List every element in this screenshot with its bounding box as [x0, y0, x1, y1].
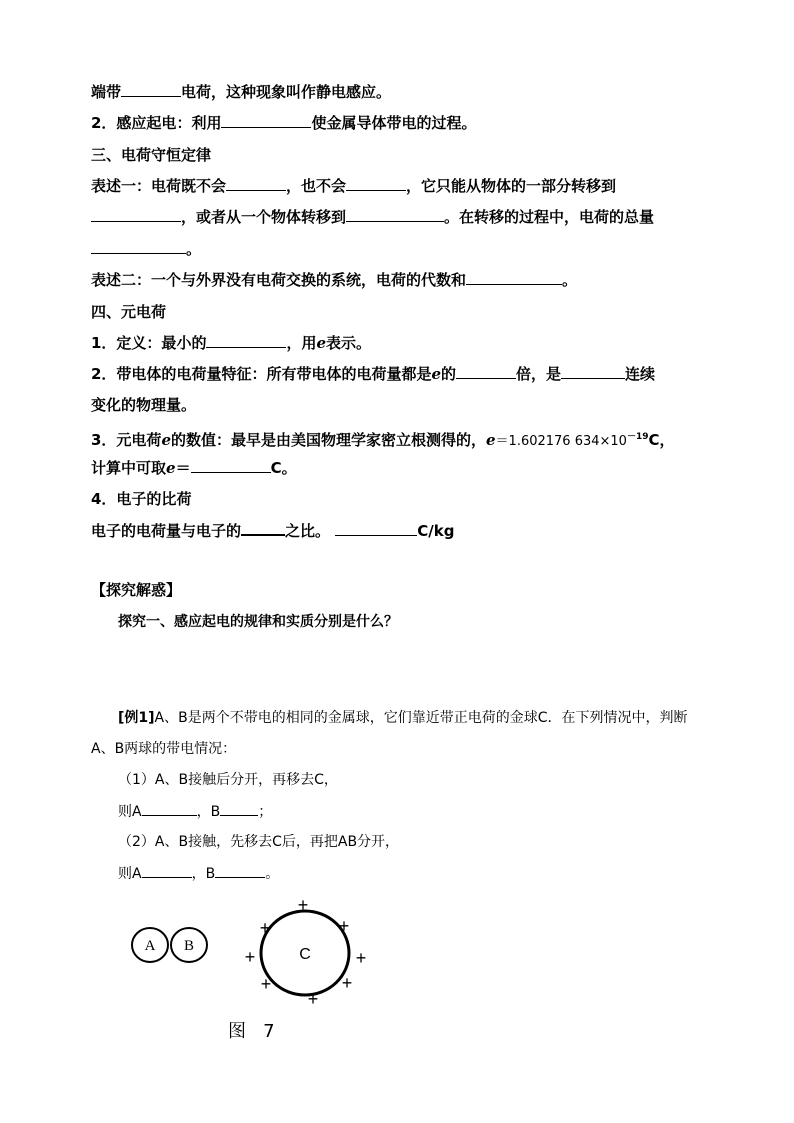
- fill-blank[interactable]: [346, 176, 406, 191]
- fill-blank[interactable]: [215, 863, 265, 878]
- text-line: ，或者从一个物体转移到 。在转移的过程中，电荷的总量: [91, 207, 654, 227]
- fill-blank[interactable]: [191, 458, 271, 473]
- ball-a-label: A: [144, 938, 156, 954]
- fill-blank[interactable]: [221, 113, 311, 128]
- text-line: 2．感应起电：利用 使金属导体带电的过程。: [91, 114, 477, 132]
- plus-sign: +: [307, 989, 319, 1009]
- example-line: （1）A、B接触后分开，再移去C，: [118, 772, 338, 788]
- example-line: [例1]A、B是两个不带电的相同的金属球，它们靠近带正电荷的金球C．在下列情况中，判断: [118, 710, 688, 726]
- fill-blank[interactable]: [206, 333, 286, 348]
- text-line: 1．定义：最小的 ，用e表示。: [91, 334, 372, 352]
- fill-blank[interactable]: [346, 207, 444, 222]
- fill-blank[interactable]: [220, 801, 258, 816]
- fill-blank[interactable]: [91, 239, 186, 254]
- text-line: 2．带电体的电荷量特征：所有带电体的电荷量都是e的 倍，是 连续: [91, 365, 656, 383]
- fill-blank[interactable]: [91, 207, 181, 222]
- example-line: 则A ，B 。: [118, 863, 279, 884]
- fill-blank[interactable]: [335, 521, 417, 536]
- plus-sign: +: [297, 895, 309, 915]
- figure-caption: 图 7: [228, 1021, 275, 1042]
- fill-blank[interactable]: [142, 801, 197, 816]
- fill-blank[interactable]: [241, 520, 285, 536]
- text-line: 4．电子的比荷: [91, 490, 192, 508]
- fill-blank[interactable]: [121, 82, 181, 97]
- fill-blank[interactable]: [226, 176, 286, 191]
- example-line: 则A ，B ；: [118, 801, 272, 822]
- example-line: A、B两球的带电情况：: [91, 741, 237, 757]
- text-line: 表述一：电荷既不会 ，也不会 ，它只能从物体的一部分转移到: [91, 177, 617, 195]
- section-heading: 【探究解惑】: [91, 581, 182, 599]
- text-line: 。: [91, 239, 201, 259]
- plus-sign: +: [338, 916, 350, 936]
- plus-sign: +: [244, 947, 256, 967]
- text-line: 表述二：一个与外界没有电荷交换的系统，电荷的代数和 。: [91, 271, 578, 289]
- text-line: 电子的电荷量与电子的 之比。 C/kg: [91, 522, 455, 540]
- text-line: 端带 电荷，这种现象叫作静电感应。: [91, 83, 392, 101]
- plus-sign: +: [341, 973, 353, 993]
- text-line: 3．元电荷e的数值：最早是由美国物理学家密立根测得的，e＝1.602176 $634\times 10^{-19}C$，: [91, 431, 675, 449]
- plus-sign: +: [260, 974, 272, 994]
- section-heading: 四、元电荷: [91, 303, 167, 321]
- fill-blank[interactable]: [466, 270, 562, 285]
- ball-b-label: B: [183, 938, 195, 954]
- section-heading: 三、电荷守恒定律: [91, 146, 212, 164]
- question-heading: 探究一、感应起电的规律和实质分别是什么？: [118, 614, 398, 630]
- ball-c-label: C: [299, 946, 311, 963]
- text-line: 变化的物理量。: [91, 396, 197, 414]
- text-line: 计算中可取e＝ C。: [91, 459, 297, 477]
- example-line: （2）A、B接触，先移去C后，再把AB分开，: [118, 834, 400, 850]
- fill-blank[interactable]: [142, 863, 192, 878]
- fill-blank[interactable]: [456, 364, 516, 379]
- plus-sign: +: [355, 948, 367, 968]
- fill-blank[interactable]: [561, 364, 625, 379]
- figure-7-diagram: [125, 895, 385, 1045]
- plus-sign: +: [259, 918, 271, 938]
